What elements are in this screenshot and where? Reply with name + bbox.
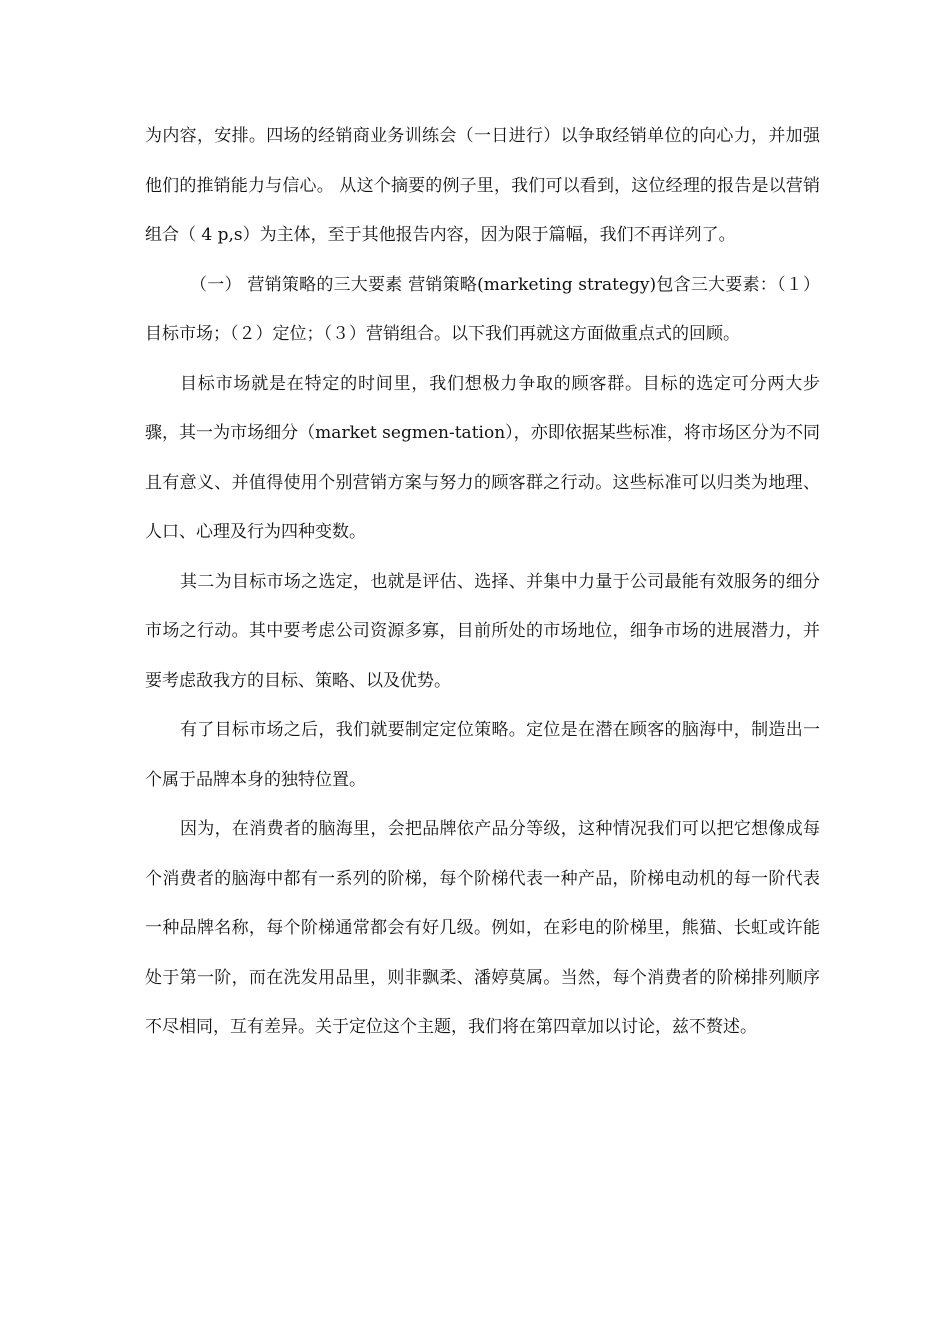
paragraph-strategy-elements: （一） 营销策略的三大要素 营销策略(marketing strategy)包含三大要素：（１）目标市场；（２）定位；（３）营销组合。以下我们再就这方面做重点式的回顾。 bbox=[145, 274, 820, 344]
paragraph-positioning: 有了目标市场之后，我们就要制定定位策略。定位是在潜在顾客的脑海中，制造出一个属于品牌本身的独特位置。 bbox=[145, 720, 820, 790]
paragraph-continuation: 为内容，安排。四场的经销商业务训练会（一日进行）以争取经销单位的向心力，并加强他们的推销能力与信心。 从这个摘要的例子里，我们可以看到，这位经理的报告是以营销组合（ 4 p,s）为主体，至于其他报告内容，因为限于篇幅，我们不再详列了。 bbox=[145, 126, 820, 245]
paragraph-ladder-analogy: 因为，在消费者的脑海里，会把品牌依产品分等级，这种情况我们可以把它想像成每个消费者的脑海中都有一系列的阶梯，每个阶梯代表一种产品，阶梯电动机的每一阶代表一种品牌名称，每个阶梯通常都会有好几级。例如，在彩电的阶梯里，熊猫、长虹或许能处于第一阶，而在洗发用品里，则非飘柔、潘婷莫属。当然，每个消费者的阶梯排列顺序不尽相同，互有差异。关于定位这个主题，我们将在第四章加以讨论，兹不赘述。 bbox=[145, 819, 820, 1037]
document-body bbox=[145, 112, 820, 1053]
paragraph-target-market: 目标市场就是在特定的时间里，我们想极力争取的顾客群。目标的选定可分两大步骤，其一为市场细分（market segmen-tation），亦即依据某些标准，将市场区分为不同且有意义、并值得使用个别营销方案与努力的顾客群之行动。这些标准可以归类为地理、人口、心理及行为四种变数。 bbox=[145, 373, 820, 542]
paragraph-target-selection: 其二为目标市场之选定，也就是评估、选择、并集中力量于公司最能有效服务的细分市场之行动。其中要考虑公司资源多寡，目前所处的市场地位，细争市场的进展潜力，并要考虑敌我方的目标、策略、以及优势。 bbox=[145, 571, 820, 691]
